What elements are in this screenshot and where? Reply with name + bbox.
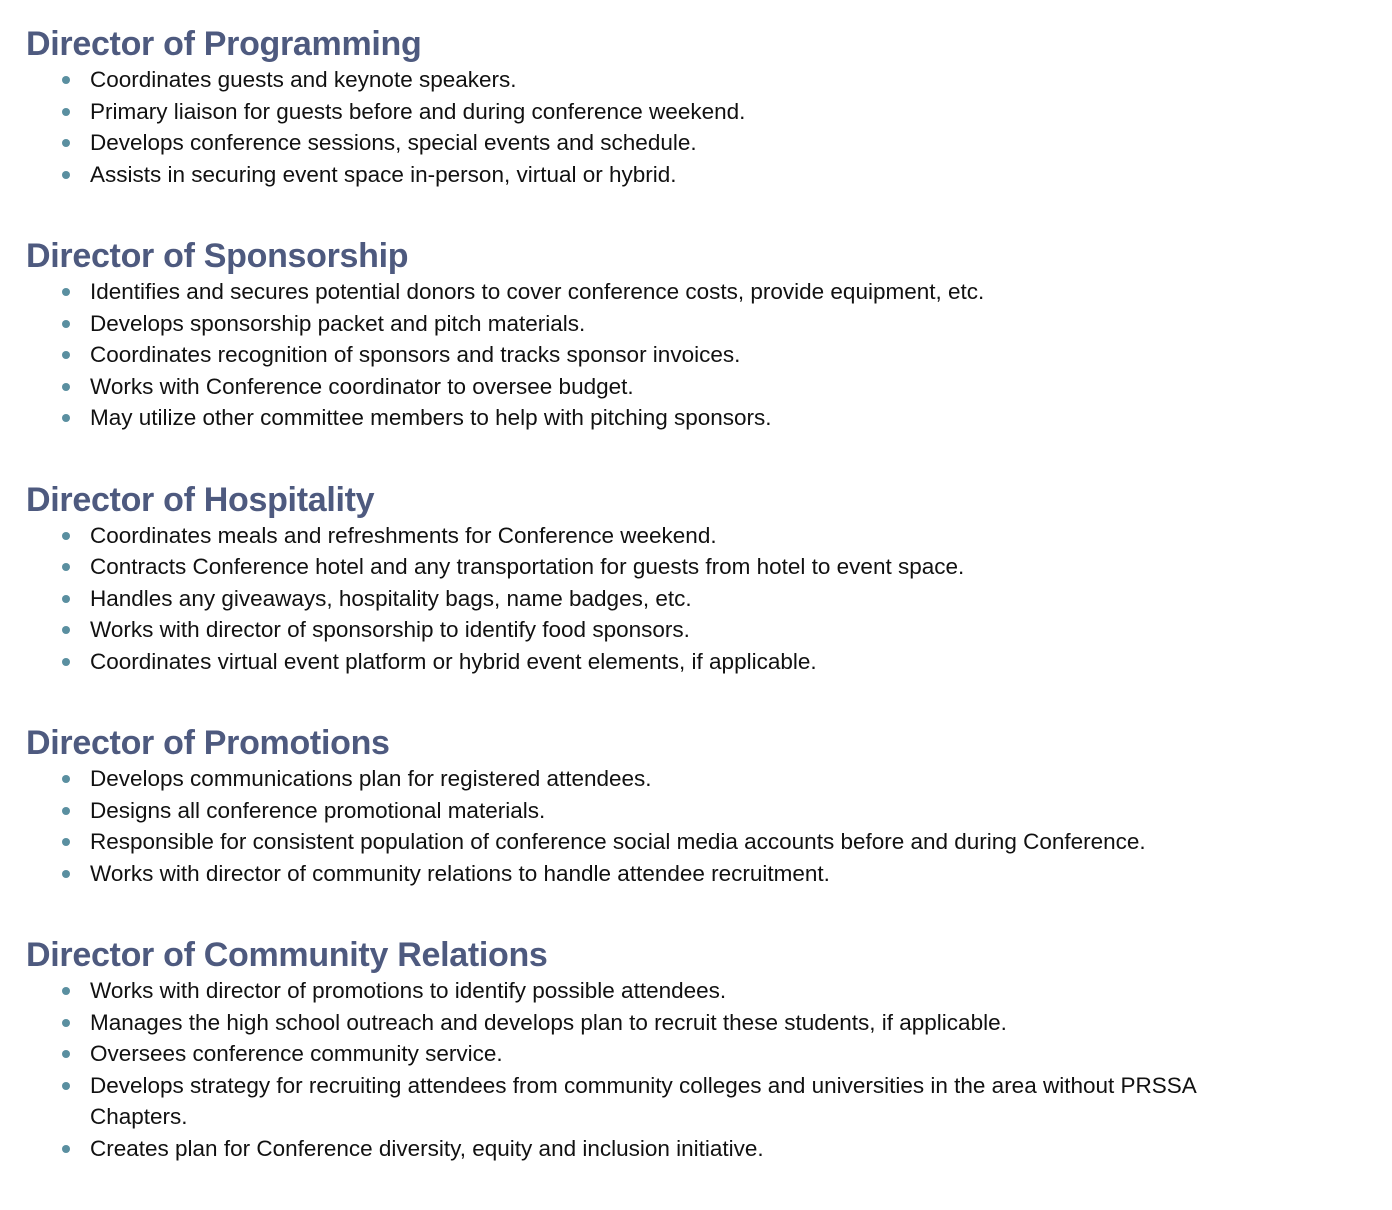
list-item — [26, 1133, 1240, 1165]
responsibility-list — [26, 520, 1366, 678]
list-item-text: Primary liaison for guests before and during conference weekend. — [90, 98, 746, 124]
bullet-icon — [62, 1082, 70, 1090]
list-item — [26, 1070, 1240, 1133]
list-item — [26, 551, 1240, 583]
section-heading: Director of Sponsorship — [26, 237, 409, 275]
bullet-icon — [62, 987, 70, 995]
bullet-icon — [62, 171, 70, 179]
responsibility-list — [26, 763, 1366, 889]
list-item-text: Coordinates virtual event platform or hybrid event elements, if applicable. — [90, 648, 817, 674]
list-item — [26, 763, 1240, 795]
list-item — [26, 159, 1240, 191]
bullet-icon — [62, 807, 70, 815]
bullet-icon — [62, 595, 70, 603]
list-item-text: Develops conference sessions, special events and schedule. — [90, 130, 697, 155]
responsibility-list — [26, 64, 1366, 190]
list-item — [26, 583, 1240, 615]
list-item-text: May utilize other committee members to help with pitching sponsors. — [90, 405, 772, 430]
document-body — [26, 24, 1366, 1210]
list-item — [26, 371, 1240, 403]
responsibility-list — [26, 276, 1366, 434]
bullet-icon — [62, 76, 70, 84]
section-heading: Director of Community Relations — [26, 936, 548, 974]
list-item-text: Develops sponsorship packet and pitch materials. — [90, 310, 586, 336]
list-item-text: Coordinates recognition of sponsors and tracks sponsor invoices. — [90, 342, 741, 367]
role-section — [26, 480, 1366, 678]
list-item-text: Works with Conference coordinator to oversee budget. — [90, 373, 634, 399]
bullet-icon — [62, 288, 70, 296]
list-item-text: Coordinates meals and refreshments for Conference weekend. — [90, 522, 717, 548]
role-section — [26, 24, 1366, 190]
list-item — [26, 1007, 1240, 1039]
bullet-icon — [62, 414, 70, 422]
bullet-icon — [62, 870, 70, 878]
section-heading: Director of Programming — [26, 25, 422, 63]
list-item-text: Coordinates guests and keynote speakers. — [90, 67, 517, 92]
role-section — [26, 236, 1366, 434]
bullet-icon — [62, 838, 70, 846]
bullet-icon — [62, 1019, 70, 1027]
list-item — [26, 614, 1240, 646]
bullet-icon — [62, 626, 70, 634]
list-item — [26, 96, 1240, 128]
responsibility-list — [26, 975, 1366, 1164]
list-item — [26, 127, 1240, 159]
list-item-text: Creates plan for Conference diversity, equity and inclusion initiative. — [90, 1135, 764, 1161]
list-item-text: Designs all conference promotional materials. — [90, 797, 546, 823]
bullet-icon — [62, 532, 70, 540]
section-heading: Director of Promotions — [26, 724, 390, 762]
list-item — [26, 1038, 1240, 1070]
list-item — [26, 975, 1240, 1007]
bullet-icon — [62, 1145, 70, 1153]
list-item-text: Develops communications plan for registered attendees. — [90, 766, 652, 791]
list-item-text: Manages the high school outreach and develops plan to recruit these students, if applicable. — [90, 1009, 1007, 1035]
bullet-icon — [62, 108, 70, 116]
list-item — [26, 64, 1240, 96]
bullet-icon — [62, 320, 70, 328]
list-item-text: Handles any giveaways, hospitality bags, name badges, etc. — [90, 585, 692, 611]
list-item-text: Develops strategy for recruiting attendees from community colleges and universities in the area without PRSSA Chapters. — [90, 1072, 1196, 1129]
list-item — [26, 858, 1240, 890]
list-item-text: Works with director of promotions to identify possible attendees. — [90, 978, 727, 1003]
list-item — [26, 339, 1240, 371]
list-item — [26, 826, 1240, 858]
list-item-text: Oversees conference community service. — [90, 1041, 503, 1066]
bullet-icon — [62, 139, 70, 147]
role-section — [26, 935, 1366, 1164]
bullet-icon — [62, 351, 70, 359]
list-item-text: Responsible for consistent population of conference social media accounts before and during Conference. — [90, 829, 1146, 854]
bullet-icon — [62, 658, 70, 666]
bullet-icon — [62, 1050, 70, 1058]
list-item — [26, 795, 1240, 827]
list-item — [26, 402, 1240, 434]
list-item-text: Works with director of community relations to handle attendee recruitment. — [90, 860, 830, 886]
list-item-text: Assists in securing event space in-person, virtual or hybrid. — [90, 161, 677, 187]
list-item — [26, 308, 1240, 340]
list-item-text: Contracts Conference hotel and any transportation for guests from hotel to event space. — [90, 554, 965, 579]
section-heading: Director of Hospitality — [26, 480, 375, 519]
list-item — [26, 276, 1240, 308]
list-item-text: Identifies and secures potential donors to cover conference costs, provide equipment, etc. — [90, 279, 985, 304]
list-item — [26, 646, 1240, 678]
bullet-icon — [62, 563, 70, 571]
bullet-icon — [62, 383, 70, 391]
bullet-icon — [62, 775, 70, 783]
list-item — [26, 520, 1240, 552]
role-section — [26, 723, 1366, 889]
list-item-text: Works with director of sponsorship to identify food sponsors. — [90, 617, 690, 642]
